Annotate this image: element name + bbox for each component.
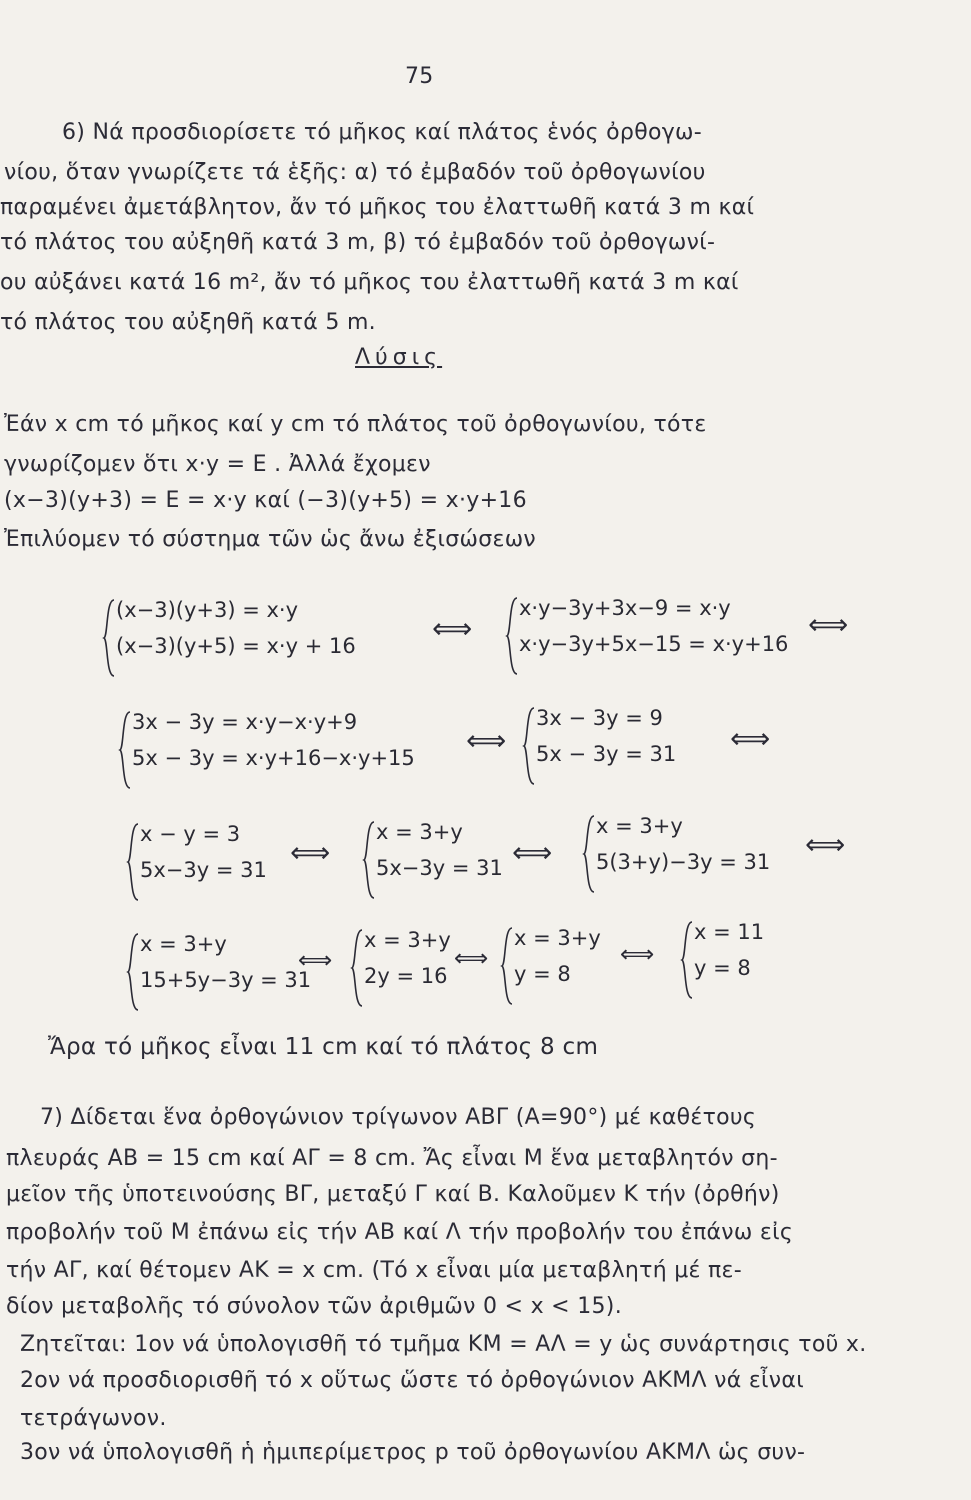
solution-line: γνωρίζομεν ὅτι x·y = E . Ἀλλά ἔχομεν bbox=[4, 452, 431, 477]
problem7-line: τήν ΑΓ, καί θέτομεν ΑΚ = x cm. (Τό x εἶναι μία μεταβλητή μέ πε- bbox=[6, 1258, 742, 1283]
equation: 5x − 3y = 31 bbox=[536, 742, 677, 766]
equation: 5x − 3y = x·y+16−x·y+15 bbox=[132, 746, 415, 770]
page-number: 75 bbox=[405, 64, 434, 89]
problem7-line: τετράγωνον. bbox=[20, 1406, 167, 1431]
equation: x = 11 bbox=[694, 920, 765, 944]
solution-line: (x−3)(y+3) = E = x·y καί (−3)(y+5) = x·y+16 bbox=[4, 488, 527, 513]
problem6-line: νίου, ὅταν γνωρίζετε τά ἑξῆς: α) τό ἐμβαδόν τοῦ ὀρθογωνίου bbox=[4, 160, 706, 185]
problem7-line: 7) Δίδεται ἕνα ὀρθογώνιον τρίγωνον ΑΒΓ (Α=90°) μέ καθέτους bbox=[40, 1105, 757, 1130]
problem7-line: 2ον νά προσδιορισθῆ τό x οὕτως ὥστε τό ὀρθογώνιον ΑΚΜΛ νά εἶναι bbox=[20, 1368, 804, 1393]
equivalence-arrow: ⟺ bbox=[805, 828, 846, 861]
equivalence-arrow: ⟺ bbox=[454, 944, 489, 972]
problem7-line: δίον μεταβολῆς τό σύνολον τῶν ἀριθμῶν 0 < x < 15). bbox=[6, 1294, 622, 1319]
equivalence-arrow: ⟺ bbox=[730, 722, 771, 755]
equation: 5x−3y = 31 bbox=[376, 856, 503, 880]
equivalence-arrow: ⟺ bbox=[512, 836, 553, 869]
solution-line: Ἐάν x cm τό μῆκος καί y cm τό πλάτος τοῦ ὀρθογωνίου, τότε bbox=[4, 412, 707, 437]
problem6-line: τό πλάτος του αὐξηθῆ κατά 5 m. bbox=[0, 310, 376, 335]
equation: x·y−3y+3x−9 = x·y bbox=[519, 596, 731, 620]
equation: 5(3+y)−3y = 31 bbox=[596, 850, 771, 874]
equation: (x−3)(y+3) = x·y bbox=[116, 598, 299, 622]
equation: 2y = 16 bbox=[364, 964, 448, 988]
equation: x − y = 3 bbox=[140, 822, 241, 846]
equation: y = 8 bbox=[514, 962, 571, 986]
equation: x·y−3y+5x−15 = x·y+16 bbox=[519, 632, 789, 656]
equation: 5x−3y = 31 bbox=[140, 858, 267, 882]
equation: 3x − 3y = 9 bbox=[536, 706, 663, 730]
equation: x = 3+y bbox=[514, 926, 601, 950]
equivalence-arrow: ⟺ bbox=[466, 724, 507, 757]
problem7-line: 3ον νά ὑπολογισθῆ ἡ ἡμιπερίμετρος p τοῦ ὀρθογωνίου ΑΚΜΛ ὡς συν- bbox=[20, 1440, 806, 1465]
problem7-line: προβολήν τοῦ Μ ἐπάνω εἰς τήν ΑΒ καί Λ τήν προβολήν του ἐπάνω εἰς bbox=[6, 1220, 794, 1245]
equation: x = 3+y bbox=[596, 814, 683, 838]
solution-heading: Λύσις bbox=[355, 345, 443, 370]
equation: y = 8 bbox=[694, 956, 751, 980]
equivalence-arrow: ⟺ bbox=[290, 836, 331, 869]
problem7-line: Ζητεῖται: 1ον νά ὑπολογισθῆ τό τμῆμα ΚΜ = ΑΛ = y ὡς συνάρτησις τοῦ x. bbox=[20, 1332, 867, 1357]
equivalence-arrow: ⟺ bbox=[620, 940, 655, 968]
equation: (x−3)(y+5) = x·y + 16 bbox=[116, 634, 356, 658]
equation: x = 3+y bbox=[376, 820, 463, 844]
solution-line: Ἐπιλύομεν τό σύστημα τῶν ὡς ἄνω ἐξισώσεων bbox=[4, 527, 537, 552]
equation: 3x − 3y = x·y−x·y+9 bbox=[132, 710, 358, 734]
equivalence-arrow: ⟺ bbox=[298, 946, 333, 974]
problem6-line: 6) Νά προσδιορίσετε τό μῆκος καί πλάτος ἑνός ὀρθογω- bbox=[62, 120, 702, 145]
equation: x = 3+y bbox=[140, 932, 227, 956]
equivalence-arrow: ⟺ bbox=[432, 612, 473, 645]
equation: x = 3+y bbox=[364, 928, 451, 952]
problem6-line: τό πλάτος του αὐξηθῆ κατά 3 m, β) τό ἐμβαδόν τοῦ ὀρθογωνί- bbox=[0, 230, 716, 255]
problem6-line: παραμένει ἀμετάβλητον, ἄν τό μῆκος του ἐλαττωθῆ κατά 3 m καί bbox=[0, 195, 755, 220]
problem7-line: μεῖον τῆς ὑποτεινούσης ΒΓ, μεταξύ Γ καί Β. Καλοῦμεν Κ τήν (ὀρθήν) bbox=[6, 1182, 780, 1207]
conclusion: Ἄρα τό μῆκος εἶναι 11 cm καί τό πλάτος 8 cm bbox=[48, 1034, 599, 1060]
problem6-line: ου αὐξάνει κατά 16 m², ἄν τό μῆκος του ἐλαττωθῆ κατά 3 m καί bbox=[0, 270, 739, 295]
equation: 15+5y−3y = 31 bbox=[140, 968, 312, 992]
problem7-line: πλευράς AB = 15 cm καί ΑΓ = 8 cm. Ἄς εἶναι Μ ἕνα μεταβλητόν ση- bbox=[6, 1146, 778, 1171]
equivalence-arrow: ⟺ bbox=[808, 608, 849, 641]
